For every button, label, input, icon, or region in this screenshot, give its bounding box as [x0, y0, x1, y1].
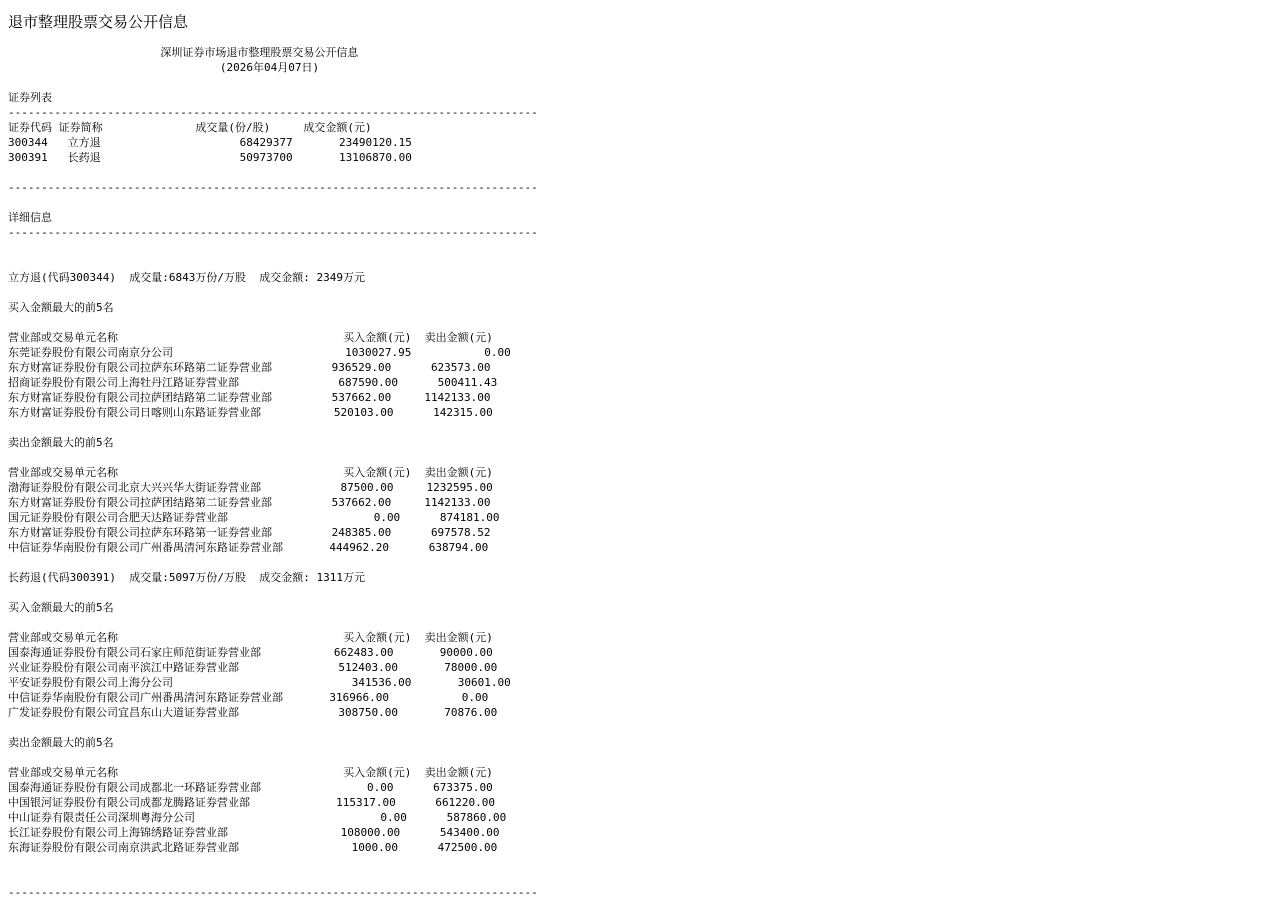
table-row: 招商证券股份有限公司上海牡丹江路证券营业部 687590.00 500411.43 — [8, 376, 498, 389]
table-row: 国泰海通证券股份有限公司石家庄师范街证券营业部 662483.00 90000.00 — [8, 646, 493, 659]
blank-line — [8, 855, 538, 870]
section-title: 详细信息 — [8, 211, 52, 224]
table-header-row: 营业部或交易单元名称 买入金额(元) 卖出金额(元) — [8, 331, 493, 344]
blank-line — [8, 450, 538, 465]
blank-line — [8, 195, 538, 210]
blank-line — [8, 315, 538, 330]
table-row: 东方财富证券股份有限公司拉萨团结路第二证券营业部 537662.00 1142133.00 — [8, 496, 491, 509]
table-row: 东方财富证券股份有限公司拉萨东环路第一证券营业部 248385.00 697578.52 — [8, 526, 491, 539]
security-summary: 长药退(代码300391) 成交量:5097万份/万股 成交金额: 1311万元 — [8, 571, 365, 584]
blank-line — [8, 720, 538, 735]
list-row: 300344 立方退 68429377 23490120.15 — [8, 136, 412, 149]
subsection-title: 卖出金额最大的前5名 — [8, 736, 114, 749]
report-header: 深圳证券市场退市整理股票交易公开信息 — [8, 46, 359, 59]
table-row: 东方财富证券股份有限公司拉萨团结路第二证券营业部 537662.00 1142133.00 — [8, 391, 491, 404]
blank-line — [8, 750, 538, 765]
divider: -------------------------------------------------------------------------------- — [8, 106, 538, 119]
table-row: 中信证券华南股份有限公司广州番禺清河东路证券营业部 316966.00 0.00 — [8, 691, 489, 704]
table-row: 东海证券股份有限公司南京洪武北路证券营业部 1000.00 472500.00 — [8, 841, 498, 854]
table-row: 兴业证券股份有限公司南平滨江中路证券营业部 512403.00 78000.00 — [8, 661, 498, 674]
security-summary: 立方退(代码300344) 成交量:6843万份/万股 成交金额: 2349万元 — [8, 271, 365, 284]
table-row: 平安证券股份有限公司上海分公司 341536.00 30601.00 — [8, 676, 511, 689]
table-header-row: 营业部或交易单元名称 买入金额(元) 卖出金额(元) — [8, 466, 493, 479]
table-row: 东莞证券股份有限公司南京分公司 1030027.95 0.00 — [8, 346, 511, 359]
table-row: 国元证券股份有限公司合肥天达路证券营业部 0.00 874181.00 — [8, 511, 500, 524]
table-row: 广发证券股份有限公司宜昌东山大道证券营业部 308750.00 70876.00 — [8, 706, 498, 719]
blank-line — [8, 420, 538, 435]
table-row: 渤海证券股份有限公司北京大兴兴华大街证券营业部 87500.00 1232595.00 — [8, 481, 493, 494]
section-title: 证券列表 — [8, 91, 52, 104]
divider: -------------------------------------------------------------------------------- — [8, 181, 538, 194]
list-row: 300391 长药退 50973700 13106870.00 — [8, 151, 412, 164]
table-row: 中山证券有限责任公司深圳粤海分公司 0.00 587860.00 — [8, 811, 507, 824]
blank-line — [8, 75, 538, 90]
blank-line — [8, 165, 538, 180]
page-title: 退市整理股票交易公开信息 — [8, 13, 189, 31]
blank-line — [8, 555, 538, 570]
list-header-row: 证券代码 证券简称 成交量(份/股) 成交金额(元) — [8, 121, 372, 134]
blank-line — [8, 255, 538, 270]
divider: -------------------------------------------------------------------------------- — [8, 886, 538, 899]
blank-line — [8, 240, 538, 255]
table-row: 长江证券股份有限公司上海锦绣路证券营业部 108000.00 543400.00 — [8, 826, 500, 839]
divider: -------------------------------------------------------------------------------- — [8, 226, 538, 239]
table-row: 中信证券华南股份有限公司广州番禺清河东路证券营业部 444962.20 638794.00 — [8, 541, 489, 554]
subsection-title: 买入金额最大的前5名 — [8, 301, 114, 314]
table-row: 国泰海通证券股份有限公司成都北一环路证券营业部 0.00 673375.00 — [8, 781, 493, 794]
table-row: 东方财富证券股份有限公司日喀则山东路证券营业部 520103.00 142315.00 — [8, 406, 493, 419]
table-header-row: 营业部或交易单元名称 买入金额(元) 卖出金额(元) — [8, 766, 493, 779]
blank-line — [8, 285, 538, 300]
report-body — [8, 45, 538, 900]
report-date: (2026年04月07日) — [8, 61, 320, 74]
subsection-title: 买入金额最大的前5名 — [8, 601, 114, 614]
blank-line — [8, 870, 538, 885]
table-row: 东方财富证券股份有限公司拉萨东环路第二证券营业部 936529.00 623573.00 — [8, 361, 491, 374]
subsection-title: 卖出金额最大的前5名 — [8, 436, 114, 449]
blank-line — [8, 615, 538, 630]
table-header-row: 营业部或交易单元名称 买入金额(元) 卖出金额(元) — [8, 631, 493, 644]
blank-line — [8, 585, 538, 600]
table-row: 中国银河证券股份有限公司成都龙腾路证券营业部 115317.00 661220.00 — [8, 796, 496, 809]
